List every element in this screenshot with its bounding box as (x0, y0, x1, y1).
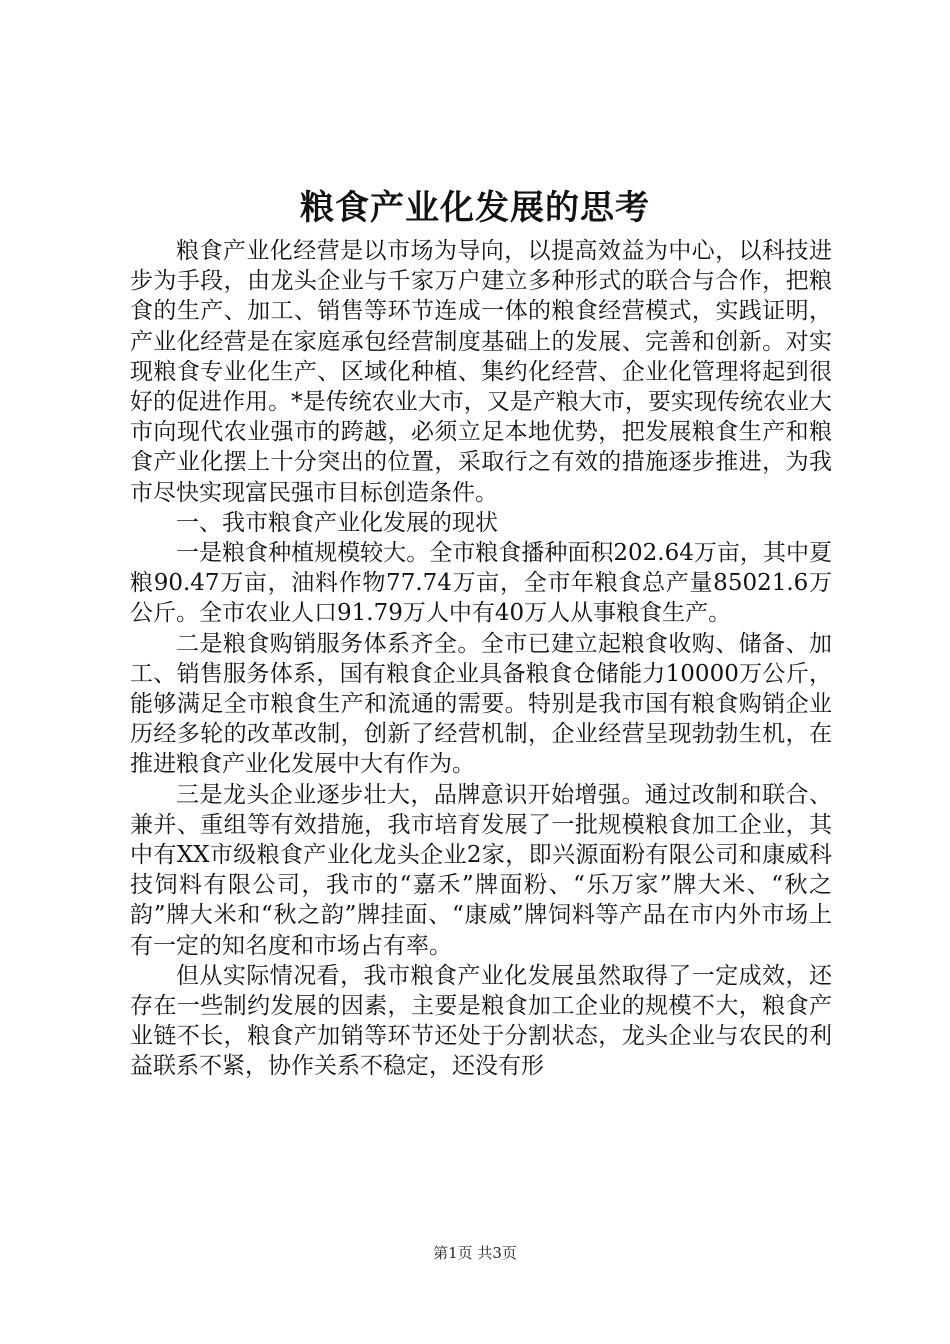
paragraph-point-one: 一是粮食种植规模较大。全市粮食播种面积202.64万亩，其中夏粮90.47万亩，油料作物77.74万亩，全市年粮食总产量85021.6万公斤。全市农业人口91.79万人中有40万人从事粮食生产。 (130, 540, 832, 627)
document-body (130, 236, 832, 1082)
paragraph-point-three: 三是龙头企业逐步壮大，品牌意识开始增强。通过改制和联合、兼并、重组等有效措施，我市培育发展了一批规模粮食加工企业，其中有XX市级粮食产业化龙头企业2家，即兴源面粉有限公司和康威科技饲料有限公司，我市的“嘉禾”牌面粉、“乐万家”牌大米、“秋之韵”牌大米和“秋之韵”牌挂面、“康威”牌饲料等产品在市内外市场上有一定的知名度和市场占有率。 (130, 781, 832, 959)
section-heading: 一、我市粮食产业化发展的现状 (176, 509, 498, 536)
document-title: 粮食产业化发展的思考 (300, 188, 650, 228)
paragraph-point-two: 二是粮食购销服务体系齐全。全市已建立起粮食收购、储备、加工、销售服务体系，国有粮食企业具备粮食仓储能力10000万公斤，能够满足全市粮食生产和流通的需要。特别是我市国有粮食购销企业历经多轮的改革改制，创新了经营机制，企业经营呈现勃勃生机，在推进粮食产业化发展中大有作为。 (130, 630, 832, 778)
page-number: 第1页 共3页 (433, 1244, 517, 1262)
paragraph-challenges: 但从实际情况看，我市粮食产业化发展虽然取得了一定成效，还存在一些制约发展的因素，主要是粮食加工企业的规模不大，粮食产业链不长，粮食产加销等环节还处于分割状态，龙头企业与农民的利益联系不紧，协作关系不稳定，还没有形 (130, 962, 832, 1080)
paragraph-intro: 粮食产业化经营是以市场为导向，以提高效益为中心，以科技进步为手段，由龙头企业与千家万户建立多种形式的联合与合作，把粮食的生产、加工、销售等环节连成一体的粮食经营模式，实践证明，产业化经营是在家庭承包经营制度基础上的发展、完善和创新。对实现粮食专业化生产、区域化种植、集约化经营、企业化管理将起到很好的促进作用。*是传统农业大市，又是产粮大市，要实现传统农业大市向现代农业强市的跨越，必须立足本地优势，把发展粮食生产和粮食产业化摆上十分突出的位置，采取行之有效的措施逐步推进，为我市尽快实现富民强市目标创造条件。 (130, 238, 832, 506)
